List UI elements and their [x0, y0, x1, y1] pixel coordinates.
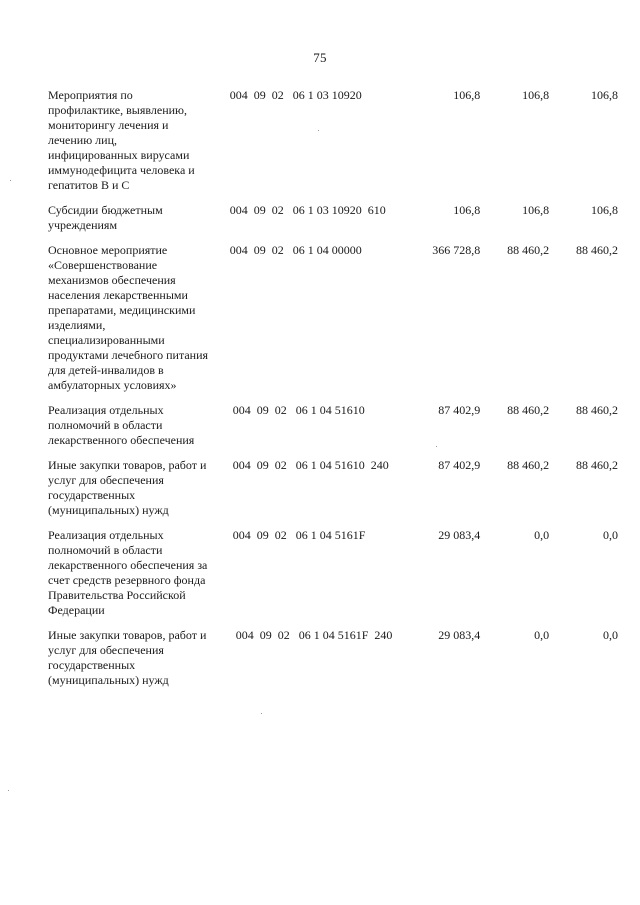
item-name-line: инфицированных вирусами: [48, 148, 190, 162]
amount-year-3: 106,8: [590, 88, 618, 102]
amount-year-2: 0,0: [534, 528, 550, 542]
item-name-line: услуг для обеспечения: [48, 473, 164, 487]
amount-year-3: 88 460,2: [575, 458, 618, 472]
table-row: [48, 528, 618, 618]
item-name-line: Федерации: [48, 603, 105, 617]
item-name-line: (муниципальных) нужд: [48, 673, 169, 687]
item-name-line: полномочий в области: [48, 543, 163, 557]
item-name: [48, 403, 228, 448]
item-name-line: мониторингу лечения и: [48, 118, 169, 132]
item-name: [48, 628, 228, 688]
amount-year-3: 88 460,2: [575, 243, 618, 257]
item-name-line: лекарственного обеспечения: [48, 433, 195, 447]
amount-year-1: 87 402,9: [438, 458, 481, 472]
amount-year-1: 106,8: [453, 88, 481, 102]
amount-year-2: 0,0: [534, 628, 550, 642]
budget-code: 004 09 02 06 1 04 00000: [229, 243, 362, 257]
table-row: [48, 628, 618, 688]
item-name-line: механизмов обеспечения: [48, 273, 176, 287]
budget-code: 004 09 02 06 1 04 51610 240: [229, 458, 389, 472]
amount-year-2: 106,8: [522, 203, 550, 217]
item-name-line: Иные закупки товаров, работ и: [48, 628, 207, 642]
table-row: [48, 403, 618, 448]
item-name-line: услуг для обеспечения: [48, 643, 164, 657]
item-name-line: гепатитов В и С: [48, 178, 130, 192]
amount-year-3: 0,0: [602, 628, 618, 642]
amount-year-2: 88 460,2: [507, 403, 550, 417]
item-name: [48, 88, 228, 193]
item-name-line: Реализация отдельных: [48, 403, 164, 417]
scan-speck: [8, 790, 9, 791]
amount-year-1: 106,8: [453, 203, 481, 217]
amount-year-3: 0,0: [602, 528, 618, 542]
budget-code: 004 09 02 06 1 04 5161F: [229, 528, 366, 542]
amount-year-3: 106,8: [590, 203, 618, 217]
budget-code: 004 09 02 06 1 03 10920: [229, 88, 362, 102]
budget-table: [48, 88, 618, 698]
item-name-line: препаратами, медицинскими: [48, 303, 196, 317]
scan-speck: [318, 130, 319, 131]
table-row: [48, 203, 618, 233]
scan-speck: [10, 180, 11, 181]
table-row: [48, 243, 618, 393]
page-number: 75: [313, 50, 327, 65]
item-name-line: для детей-инвалидов в: [48, 363, 164, 377]
table-row: [48, 458, 618, 518]
item-name: [48, 528, 228, 618]
item-name-line: счет средств резервного фонда: [48, 573, 206, 587]
table-row: [48, 88, 618, 193]
budget-code: 004 09 02 06 1 04 51610: [229, 403, 365, 417]
item-name-line: Основное мероприятие: [48, 243, 168, 257]
item-name-line: полномочий в области: [48, 418, 163, 432]
item-name-line: Правительства Российской: [48, 588, 186, 602]
item-name-line: учреждениям: [48, 218, 118, 232]
scan-speck: [261, 713, 262, 714]
amount-year-1: 29 083,4: [438, 528, 481, 542]
amount-year-2: 88 460,2: [507, 243, 550, 257]
item-name-line: (муниципальных) нужд: [48, 503, 169, 517]
item-name: [48, 458, 228, 518]
item-name-line: государственных: [48, 488, 136, 502]
amount-year-1: 366 728,8: [432, 243, 481, 257]
item-name-line: лечению лиц,: [48, 133, 118, 147]
budget-code: 004 09 02 06 1 03 10920 610: [229, 203, 386, 217]
item-name-line: иммунодефицита человека и: [48, 163, 195, 177]
item-name-line: Реализация отдельных: [48, 528, 164, 542]
item-name-line: изделиями,: [48, 318, 106, 332]
item-name-line: Мероприятия по: [48, 88, 133, 102]
item-name-line: государственных: [48, 658, 136, 672]
budget-code: 004 09 02 06 1 04 5161F 240: [229, 628, 393, 642]
amount-year-2: 106,8: [522, 88, 550, 102]
item-name-line: профилактике, выявлению,: [48, 103, 188, 117]
item-name-line: «Совершенствование: [48, 258, 158, 272]
item-name-line: Субсидии бюджетным: [48, 203, 163, 217]
item-name: [48, 203, 228, 233]
item-name-line: населения лекарственными: [48, 288, 188, 302]
scan-speck: [436, 446, 437, 447]
amount-year-1: 29 083,4: [438, 628, 481, 642]
item-name-line: Иные закупки товаров, работ и: [48, 458, 207, 472]
amount-year-2: 88 460,2: [507, 458, 550, 472]
item-name-line: продуктами лечебного питания: [48, 348, 209, 362]
item-name-line: специализированными: [48, 333, 165, 347]
item-name: [48, 243, 228, 393]
item-name-line: лекарственного обеспечения за: [48, 558, 208, 572]
amount-year-3: 88 460,2: [575, 403, 618, 417]
item-name-line: амбулаторных условиях»: [48, 378, 177, 392]
amount-year-1: 87 402,9: [438, 403, 481, 417]
